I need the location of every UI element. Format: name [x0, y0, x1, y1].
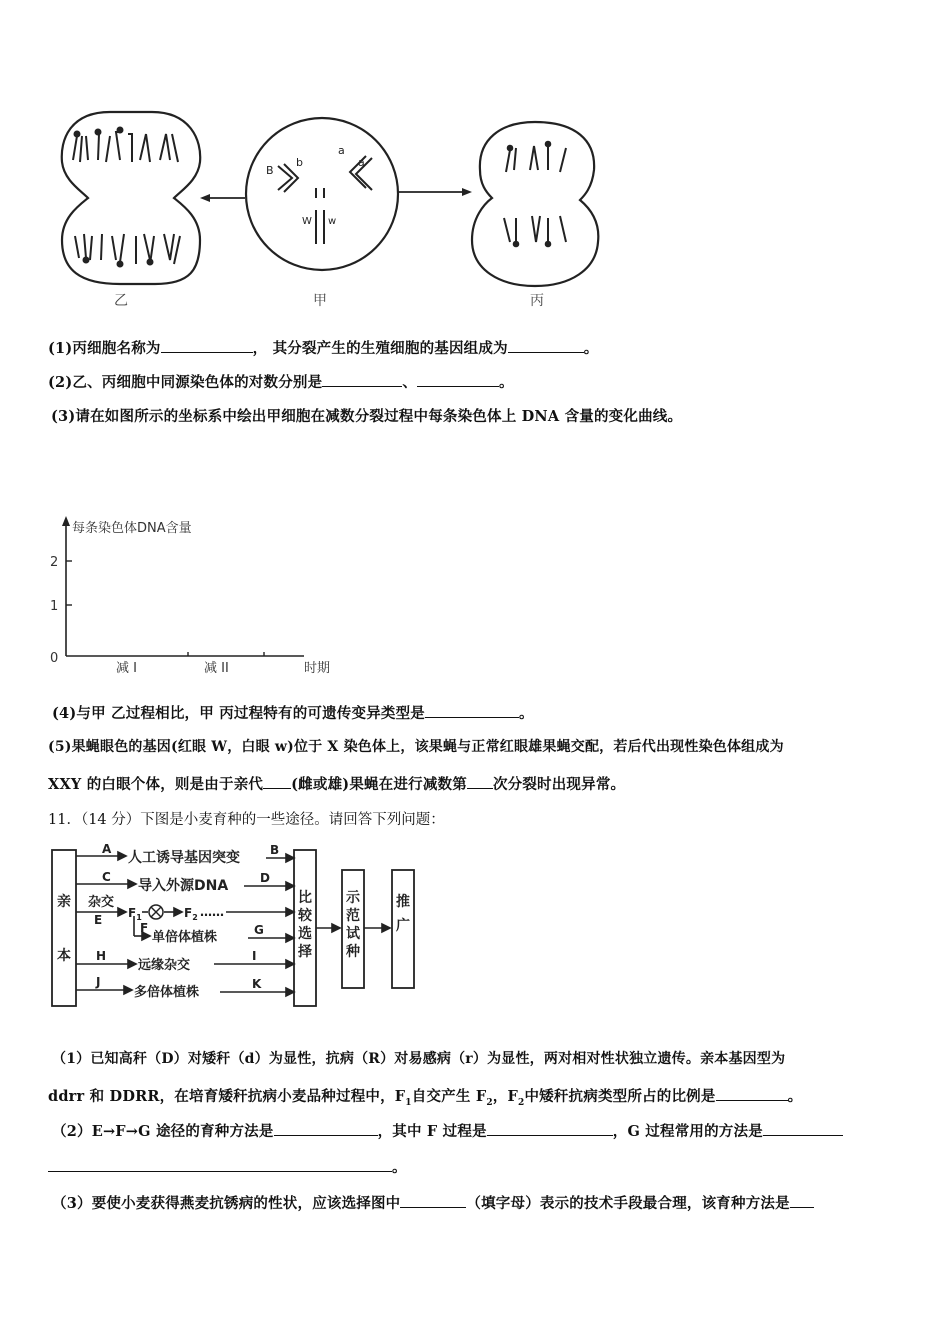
row3-f2: $F_2$ — [184, 906, 198, 922]
label-A: A — [102, 842, 112, 856]
answer-blank-4[interactable] — [425, 703, 519, 718]
cell-division-figure — [40, 100, 620, 320]
cell-yi-chromosomes-top — [73, 128, 178, 163]
compare-char-1: 比 — [298, 890, 312, 906]
answer-blank-11-1[interactable] — [716, 1086, 788, 1101]
parent-box — [52, 850, 76, 1006]
question-11-part2-cont: 。 — [48, 1156, 407, 1177]
answer-blank-1a[interactable] — [161, 338, 253, 353]
question-4: (4)与甲 乙过程相比，甲 丙过程特有的可遗传变异类型是 。 — [52, 705, 534, 722]
demo-char-1: 示 — [346, 890, 360, 906]
label-J: J — [96, 975, 101, 989]
compare-char-4: 择 — [298, 944, 312, 960]
graph-xlabel-time: 时期 — [304, 661, 331, 674]
gene-label-b: b — [296, 156, 303, 169]
parent-char-2: 本 — [57, 948, 71, 964]
demo-char-4: 种 — [346, 944, 360, 960]
compare-char-3: 选 — [298, 926, 312, 942]
cell-yi-chromosomes-bottom — [75, 234, 180, 267]
graph-ytick-0: 0 — [50, 651, 59, 666]
cell-jia-chromosomes — [278, 156, 372, 244]
answer-blank-11-2b[interactable] — [487, 1121, 613, 1136]
graph-ylabel: 每条染色体DNA含量 — [72, 521, 192, 536]
answer-blank-2a[interactable] — [322, 372, 402, 387]
gene-label-w: w — [328, 216, 337, 227]
cell-bing-chromosomes-top — [506, 142, 566, 172]
question-11-part2: （2）E→F→G 途径的育种方法是 ，其中 F 过程是 ，G 过程常用的方法是 — [52, 1120, 843, 1141]
graph-ytick-2: 2 — [50, 555, 59, 570]
answer-blank-5a[interactable] — [263, 774, 291, 789]
question-11-part1-line1: （1）已知高秆（D）对矮秆（d）为显性，抗病（R）对易感病（r）为显性，两对相对性状独立遗传。亲本基因型为 — [52, 1051, 786, 1067]
label-D: D — [260, 871, 270, 885]
cell-jia-outline — [246, 118, 398, 270]
promote-char-1: 推 — [396, 894, 410, 910]
question-2: (2)乙、丙细胞中同源染色体的对数分别是 、 。 — [48, 374, 514, 391]
row3-f1: $F_1$ — [128, 906, 142, 922]
answer-blank-11-2c[interactable] — [763, 1121, 843, 1136]
label-I: I — [252, 949, 257, 963]
answer-blank-2b[interactable] — [417, 372, 499, 387]
answer-blank-5b[interactable] — [467, 774, 493, 789]
question-11-header: 11．（14 分）下图是小麦育种的一些途径。请回答下列问题： — [48, 812, 445, 828]
gene-label-B: B — [266, 164, 274, 177]
parent-char-1: 亲 — [57, 894, 71, 910]
answer-blank-11-3b[interactable] — [790, 1193, 814, 1208]
answer-blank-11-2a[interactable] — [274, 1121, 378, 1136]
question-3: (3)请在如图所示的坐标系中绘出甲细胞在减数分裂过程中每条染色体上 DNA 含量的变化曲线。 — [51, 408, 683, 425]
answer-blank-11-2c-cont[interactable] — [48, 1157, 392, 1172]
gene-label-a-bottom: a — [358, 156, 365, 169]
compare-char-2: 较 — [298, 908, 312, 924]
row3-hybrid: 杂交 — [88, 895, 115, 910]
cell-jia-label: 甲 — [313, 293, 327, 309]
label-H: H — [96, 949, 107, 963]
row1-text: 人工诱导基因突变 — [128, 850, 240, 866]
question-11-part1-line2: ddrr 和 DDRR，在培育矮秆抗病小麦品种过程中，$F_1$自交产生 $F_2$，$F_2$中矮秆抗病类型所占的比例是 。 — [48, 1088, 803, 1108]
answer-blank-1b[interactable] — [508, 338, 584, 353]
label-G: G — [254, 923, 264, 937]
answer-blank-11-3a[interactable] — [400, 1193, 466, 1208]
row5-text: 远缘杂交 — [138, 958, 191, 973]
demo-char-2: 范 — [346, 908, 360, 924]
cell-yi-label: 乙 — [114, 293, 128, 309]
breeding-flow-diagram — [48, 840, 428, 1012]
row6-text: 多倍体植株 — [134, 985, 200, 1000]
question-11-part3: （3）要使小麦获得燕麦抗锈病的性状，应该选择图中 （填字母）表示的技术手段最合理，该育种方法是 — [52, 1192, 814, 1213]
graph-xlabel-meiosis2: 减 II — [204, 661, 229, 674]
dna-content-graph — [42, 514, 352, 674]
question-5-line1: (5)果蝇眼色的基因(红眼 W，白眼 w)位于 X 染色体上，该果蝇与正常红眼雄果蝇交配，若后代出现性染色体组成为 — [48, 739, 784, 755]
row3-dots: …… — [200, 905, 224, 919]
label-C: C — [102, 870, 111, 884]
gene-label-a-top: a — [338, 144, 345, 157]
label-B: B — [270, 843, 280, 857]
row2-text: 导入外源DNA — [138, 878, 229, 894]
graph-xlabel-meiosis1: 减 I — [116, 661, 137, 674]
label-E: E — [94, 913, 103, 927]
label-K: K — [252, 977, 262, 991]
label-F: F — [140, 921, 149, 935]
gene-label-W: W — [302, 216, 312, 227]
question-1: (1)丙细胞名称为 ， 其分裂产生的生殖细胞的基因组成为 。 — [48, 340, 599, 357]
question-5-line2: XXY 的白眼个体，则是由于亲代 (雌或雄)果蝇在进行减数第 次分裂时出现异常。 — [48, 776, 626, 793]
cell-bing-outline — [472, 122, 598, 286]
graph-ytick-1: 1 — [50, 599, 59, 614]
demo-char-3: 试 — [346, 926, 360, 942]
cell-bing-chromosomes-bottom — [504, 216, 566, 246]
row4-text: 单倍体植株 — [152, 930, 218, 945]
cell-bing-label: 丙 — [530, 293, 544, 309]
promote-char-2: 广 — [396, 918, 410, 934]
